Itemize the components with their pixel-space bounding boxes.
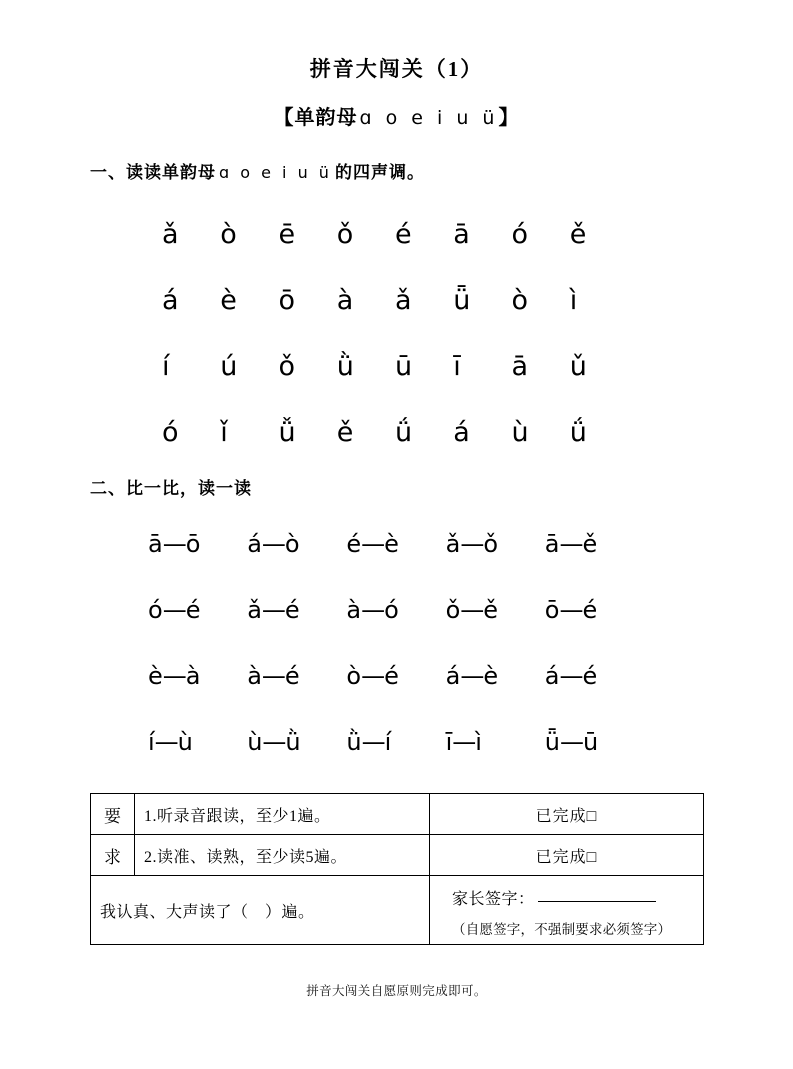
pinyin-pair: [446, 582, 545, 648]
pinyin-pair: [545, 516, 644, 582]
table-row: [91, 876, 704, 945]
pinyin-syllable: ǐ: [220, 417, 228, 448]
pinyin-syllable: ǜ: [336, 351, 354, 382]
pinyin-pair: [346, 648, 445, 714]
pinyin-syllable: ó: [511, 219, 529, 250]
pinyin-pair-left: ǎ: [445, 530, 461, 558]
pinyin-pair-left: à: [346, 596, 362, 624]
pinyin-pair-right: é: [582, 662, 598, 690]
pinyin-pair: [247, 516, 346, 582]
pinyin-syllable: ǘ: [395, 417, 413, 448]
pinyin-pair: [346, 516, 445, 582]
pinyin-pair-right: é: [582, 596, 598, 624]
pinyin-syllable: é: [395, 219, 412, 250]
pinyin-syllable: ò: [220, 219, 237, 250]
pinyin-pair: [148, 648, 247, 714]
pinyin-pair-right: ǒ: [483, 530, 498, 558]
pinyin-pair-separator: —: [460, 662, 484, 690]
pinyin-pair-right: ū: [583, 728, 599, 756]
parent-signature-label: 家长签字：: [452, 890, 535, 908]
table-row: [91, 794, 704, 835]
pinyin-pair: [247, 582, 346, 648]
pinyin-pair-right: ò: [284, 530, 300, 558]
pinyin-syllable: ě: [336, 417, 354, 448]
parent-signature-note: （自愿签字，不强制要求必须签字）: [452, 921, 672, 937]
pinyin-pair-left: á: [445, 662, 461, 690]
pinyin-pair-left: è: [148, 662, 163, 690]
pinyin-syllable: á: [162, 285, 179, 316]
page-title: 拼音大闯关（1）: [309, 57, 484, 81]
pinyin-pair: [446, 714, 545, 780]
pinyin-pair-left: é: [346, 530, 362, 558]
pinyin-pair-left: ù: [247, 728, 263, 756]
page-subtitle: [0, 81, 793, 129]
footer-note: 拼音大闯关自愿原则完成即可。: [306, 984, 487, 998]
pinyin-pair-right: ě: [483, 596, 499, 624]
section-1-heading-vowels: ɑ o e i u ü: [219, 163, 332, 182]
pinyin-pair-right: è: [384, 530, 399, 558]
pinyin-pair: [446, 516, 545, 582]
pinyin-syllable: è: [220, 285, 237, 316]
section-1-pinyin-grid: [160, 205, 626, 469]
pinyin-pair-separator: —: [361, 530, 385, 558]
pinyin-pair: [148, 582, 247, 648]
parent-signature-blank[interactable]: [538, 901, 656, 902]
pinyin-pair-right: ó: [384, 596, 399, 624]
pinyin-pair-left: á: [544, 662, 560, 690]
pinyin-pair-separator: —: [559, 530, 583, 558]
pinyin-pair-separator: —: [559, 662, 583, 690]
pinyin-pair-right: í: [384, 728, 392, 756]
section-1-heading-prefix: 一、读读单韵母: [90, 163, 216, 182]
pinyin-pair-right: ě: [582, 530, 598, 558]
pinyin-syllable: ò: [511, 285, 529, 316]
pinyin-pair-separator: —: [361, 728, 385, 756]
pinyin-syllable: ǘ: [569, 417, 587, 448]
pinyin-syllable: ǚ: [278, 417, 296, 448]
pinyin-pair-separator: —: [261, 662, 285, 690]
pinyin-pair: [545, 714, 644, 780]
parent-signature-cell[interactable]: [430, 876, 704, 945]
pinyin-pair-left: ǎ: [247, 596, 262, 624]
subtitle-suffix: 】: [498, 107, 520, 130]
pinyin-pair-right: é: [284, 662, 300, 690]
pinyin-pair-separator: —: [460, 530, 484, 558]
section-1-heading-suffix: 的四声调。: [334, 163, 425, 182]
pinyin-syllable: ǒ: [336, 219, 354, 250]
pinyin-pair-right: ǜ: [285, 728, 301, 756]
pinyin-pair-separator: —: [452, 728, 476, 756]
pinyin-syllable: ě: [569, 219, 587, 250]
pinyin-syllable: à: [336, 285, 354, 316]
pinyin-syllable: á: [453, 417, 470, 448]
pinyin-pair-separator: —: [154, 728, 178, 756]
pinyin-pair-separator: —: [559, 596, 583, 624]
requirement-label-char-2: 求: [91, 835, 135, 876]
pinyin-pair-right: à: [185, 662, 201, 690]
pinyin-pair: [545, 582, 644, 648]
pinyin-pair-separator: —: [162, 662, 186, 690]
pinyin-pair-separator: —: [261, 530, 285, 558]
requirement-label-char-1: 要: [91, 794, 135, 835]
pinyin-pair-separator: —: [262, 728, 286, 756]
pinyin-syllable: ǎ: [395, 285, 412, 316]
pinyin-pair-left: ā: [148, 530, 163, 558]
pinyin-pair-left: ò: [346, 662, 362, 690]
subtitle-prefix: 【单韵母: [273, 107, 358, 130]
pinyin-pair-separator: —: [162, 596, 186, 624]
pinyin-pair-right: ù: [177, 728, 193, 756]
pinyin-pair-right: é: [284, 596, 300, 624]
pinyin-pair: [346, 714, 445, 780]
pinyin-pair-left: ó: [148, 596, 163, 624]
pinyin-syllable: ǎ: [162, 219, 179, 250]
pinyin-pair: [148, 516, 247, 582]
pinyin-syllable: ǖ: [453, 285, 471, 316]
pinyin-pair-right: é: [185, 596, 201, 624]
pinyin-syllable: ù: [511, 417, 529, 448]
pinyin-syllable: ǒ: [278, 351, 296, 382]
requirement-status-2[interactable]: 已完成□: [430, 835, 704, 876]
pinyin-pair-right: è: [483, 662, 499, 690]
requirement-text-2: 2.读准、读熟，至少读5遍。: [135, 835, 430, 876]
pinyin-pair: [247, 648, 346, 714]
pinyin-pair-left: à: [247, 662, 262, 690]
pinyin-syllable: ī: [453, 351, 461, 382]
pinyin-pair-left: ǖ: [544, 728, 561, 756]
pinyin-pair: [346, 582, 445, 648]
section-1-heading: [90, 158, 425, 183]
pinyin-syllable: ó: [162, 417, 179, 448]
parent-signature-label-line: [452, 883, 703, 909]
pinyin-pair-left: ǜ: [346, 728, 362, 756]
section-2-heading: 二、比一比，读一读: [90, 479, 252, 498]
pinyin-syllable: ā: [453, 219, 470, 250]
requirement-status-1[interactable]: 已完成□: [430, 794, 704, 835]
pinyin-syllable: í: [162, 351, 170, 382]
self-report-count-field[interactable]: 我认真、大声读了（ ）遍。: [91, 876, 430, 945]
pinyin-syllable: ū: [395, 351, 413, 382]
subtitle-vowels: ɑ o e i u ü: [359, 107, 499, 130]
pinyin-pair-right: ì: [475, 728, 482, 756]
pinyin-pair-separator: —: [460, 596, 484, 624]
pinyin-syllable: ǔ: [569, 351, 587, 382]
pinyin-syllable: ì: [569, 285, 578, 316]
pinyin-pair-separator: —: [261, 596, 285, 624]
requirement-text-1: 1.听录音跟读，至少1遍。: [135, 794, 430, 835]
pinyin-pair-left: ǒ: [445, 596, 461, 624]
pinyin-pair-separator: —: [361, 662, 385, 690]
pinyin-pair: [446, 648, 545, 714]
pinyin-pair-right: é: [384, 662, 399, 690]
requirements-table: [90, 793, 704, 945]
pinyin-pair-left: ī: [445, 728, 453, 756]
pinyin-syllable: ā: [511, 351, 529, 382]
pinyin-pair-left: ā: [544, 530, 560, 558]
pinyin-syllable: ē: [278, 219, 296, 250]
pinyin-pair-left: á: [247, 530, 262, 558]
pinyin-pair: [545, 648, 644, 714]
pinyin-pair-right: ō: [185, 530, 201, 558]
pinyin-pair: [148, 714, 247, 780]
pinyin-pair-left: í: [148, 728, 155, 756]
pinyin-pair-separator: —: [361, 596, 385, 624]
pinyin-pair: [247, 714, 346, 780]
section-2-pair-grid: [148, 516, 644, 780]
pinyin-pair-left: ō: [544, 596, 560, 624]
table-row: [91, 835, 704, 876]
pinyin-syllable: ō: [278, 285, 296, 316]
pinyin-pair-separator: —: [560, 728, 584, 756]
pinyin-syllable: ú: [220, 351, 238, 382]
pinyin-pair-separator: —: [162, 530, 186, 558]
